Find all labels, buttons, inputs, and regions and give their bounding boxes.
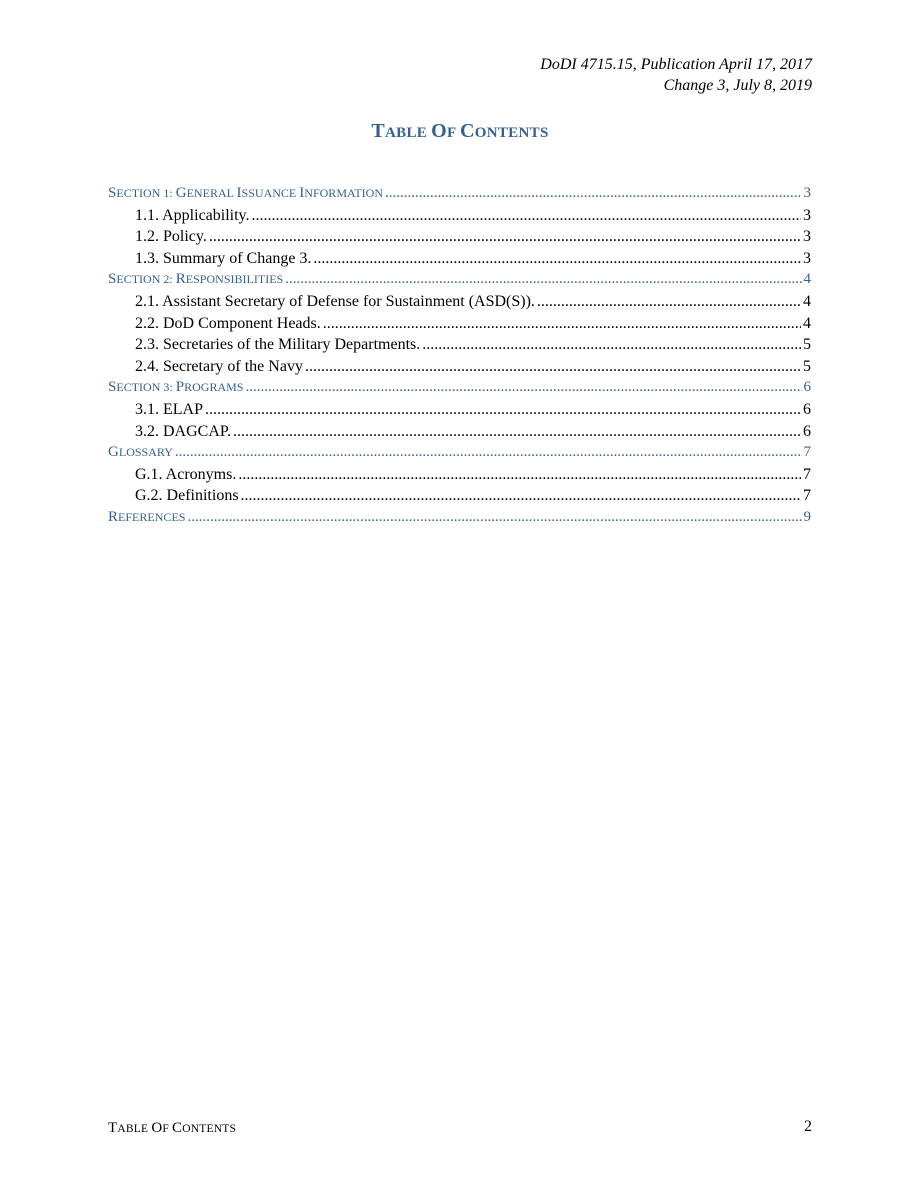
toc-section-references[interactable] [108,509,811,531]
toc-leader-dots [305,358,801,376]
toc-leader-dots [252,207,801,225]
toc-label: 2.1. Assistant Secretary of Defense for Sustainment (ASD(S)). [135,292,535,310]
toc-page-number: 4 [803,292,811,310]
toc-label: SECTION 3: PROGRAMS [108,379,244,396]
toc-page-number: 7 [803,465,811,483]
toc-leader-dots [209,228,801,246]
toc-title [0,120,920,143]
toc-entry-2-1[interactable] [108,293,811,315]
toc-title-text: TABLE OF CONTENTS [371,120,549,142]
toc-section-2[interactable] [108,271,811,293]
toc-page-number: 3 [803,228,811,246]
toc-page-number: 9 [803,508,811,525]
toc-label: 2.2. DoD Component Heads. [135,314,321,332]
toc-label: 1.2. Policy. [135,228,207,246]
toc-entry-g-1[interactable] [108,466,811,488]
toc-leader-dots [422,336,801,354]
footer-section-label [108,1120,236,1137]
toc-leader-dots [313,250,801,268]
toc-label: 3.2. DAGCAP. [135,422,232,440]
toc-entry-1-2[interactable] [108,228,811,250]
toc-entry-3-1[interactable] [108,401,811,423]
toc-leader-dots [187,509,801,526]
toc-leader-dots [385,185,801,202]
footer-page-number: 2 [804,1118,812,1135]
header-change-line: Change 3, July 8, 2019 [663,77,812,94]
toc-page-number: 7 [803,487,811,505]
toc-entry-1-3[interactable] [108,250,811,272]
toc-label: SECTION 2: RESPONSIBILITIES [108,271,284,288]
toc-leader-dots [241,487,801,505]
footer-label-text: TABLE OF CONTENTS [108,1120,237,1136]
toc-leader-dots [205,401,801,419]
toc-label: 2.3. Secretaries of the Military Departments. [135,336,421,354]
toc-label: 3.1. ELAP [135,400,203,418]
toc-label: 2.4. Secretary of the Navy [135,357,303,375]
toc-leader-dots [238,466,801,484]
toc-label: G.1. Acronyms. [135,465,237,483]
toc-label: SECTION 1: GENERAL ISSUANCE INFORMATION [108,185,384,201]
toc-leader-dots [233,423,801,441]
toc-leader-dots [245,379,801,396]
toc-label: 1.1. Applicability. [135,206,250,224]
document-header [540,54,812,96]
toc-page-number: 3 [803,249,811,267]
header-publication-line: DoDI 4715.15, Publication April 17, 2017 [540,56,812,73]
toc-page-number: 6 [803,379,811,396]
toc-entry-2-4[interactable] [108,358,811,380]
toc-label: GLOSSARY [108,444,173,461]
toc-leader-dots [323,315,801,333]
toc-page-number: 3 [803,185,811,201]
toc-page-number: 3 [803,206,811,224]
toc-entry-2-2[interactable] [108,315,811,337]
table-of-contents [108,185,811,531]
toc-entry-g-2[interactable] [108,487,811,509]
toc-page-number: 6 [803,400,811,418]
toc-section-1[interactable] [108,185,811,207]
toc-page-number: 5 [803,357,811,375]
toc-leader-dots [285,271,801,288]
toc-page-number: 4 [803,271,811,288]
toc-entry-1-1[interactable] [108,207,811,229]
toc-entry-3-2[interactable] [108,423,811,445]
toc-label: G.2. Definitions [135,487,239,505]
toc-label: REFERENCES [108,508,186,525]
toc-page-number: 4 [803,314,811,332]
toc-leader-dots [175,444,802,461]
toc-leader-dots [537,293,801,311]
toc-section-glossary[interactable] [108,444,811,466]
toc-page-number: 7 [803,444,811,461]
toc-label: 1.3. Summary of Change 3. [135,249,312,267]
toc-entry-2-3[interactable] [108,336,811,358]
toc-page-number: 5 [803,336,811,354]
toc-section-3[interactable] [108,379,811,401]
toc-page-number: 6 [803,422,811,440]
